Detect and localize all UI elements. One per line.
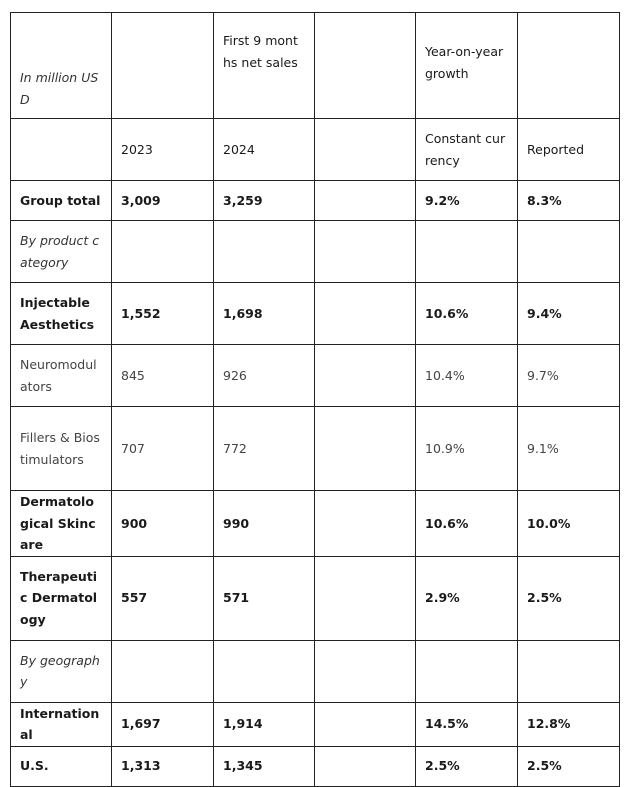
value-2024-cell: 3,259 [214,181,315,221]
value-2024-cell: 926 [214,345,315,407]
reported-cell: 8.3% [518,181,620,221]
row-label-cell: Dermatological Skincare [11,491,112,557]
table-body [11,181,620,787]
value-2023-cell: 1,313 [112,746,214,786]
constant-currency-cell [416,640,518,702]
constant-currency-header: Constant currency [416,119,518,181]
table-row [11,556,620,640]
reported-cell: 9.4% [518,283,620,345]
table-row [11,746,620,786]
reported-cell: 12.8% [518,702,620,746]
row-label-cell: U.S. [11,746,112,786]
value-2024-cell: 1,698 [214,283,315,345]
row-label-cell: Group total [11,181,112,221]
empty-cell [315,556,416,640]
constant-currency-cell: 10.4% [416,345,518,407]
header-empty-cell [315,13,416,119]
year-2024-header: 2024 [214,119,315,181]
header-empty-cell [518,13,620,119]
value-2023-cell: 557 [112,556,214,640]
empty-cell [315,702,416,746]
table-row [11,640,620,702]
value-2024-cell [214,221,315,283]
reported-cell: 10.0% [518,491,620,557]
empty-cell [315,746,416,786]
value-2023-cell: 3,009 [112,181,214,221]
table-row [11,407,620,491]
empty-cell [315,221,416,283]
empty-cell [315,181,416,221]
constant-currency-cell: 2.5% [416,746,518,786]
header-empty-cell [315,119,416,181]
empty-cell [315,407,416,491]
reported-cell: 9.1% [518,407,620,491]
empty-cell [315,345,416,407]
row-label-cell: Neuromodulators [11,345,112,407]
value-2023-cell: 1,552 [112,283,214,345]
value-2023-cell: 707 [112,407,214,491]
header-row-1 [11,13,620,119]
table-row [11,345,620,407]
constant-currency-cell: 10.6% [416,491,518,557]
empty-cell [315,640,416,702]
reported-cell: 9.7% [518,345,620,407]
value-2024-cell: 571 [214,556,315,640]
value-2024-cell: 772 [214,407,315,491]
row-label-cell: Injectable Aesthetics [11,283,112,345]
value-2023-cell: 1,697 [112,702,214,746]
growth-header: Year-on-year growth [416,13,518,119]
constant-currency-cell: 10.6% [416,283,518,345]
empty-cell [315,491,416,557]
reported-cell [518,640,620,702]
table-row [11,221,620,283]
value-2023-cell: 900 [112,491,214,557]
value-2023-cell [112,640,214,702]
table-row [11,702,620,746]
row-label-cell: Fillers & Biostimulators [11,407,112,491]
row-label-cell: Therapeutic Dermatology [11,556,112,640]
header-empty-cell [11,119,112,181]
value-2024-cell: 990 [214,491,315,557]
reported-cell: 2.5% [518,556,620,640]
reported-cell [518,221,620,283]
year-2023-header: 2023 [112,119,214,181]
header-row-2 [11,119,620,181]
reported-header: Reported [518,119,620,181]
value-2024-cell: 1,914 [214,702,315,746]
reported-cell: 2.5% [518,746,620,786]
constant-currency-cell [416,221,518,283]
constant-currency-cell: 14.5% [416,702,518,746]
table-row [11,283,620,345]
row-label-cell: By product category [11,221,112,283]
constant-currency-cell: 2.9% [416,556,518,640]
net-sales-table [10,12,620,787]
row-label-cell: International [11,702,112,746]
value-2023-cell: 845 [112,345,214,407]
row-label-cell: By geography [11,640,112,702]
empty-cell [315,283,416,345]
value-2024-cell: 1,345 [214,746,315,786]
constant-currency-cell: 9.2% [416,181,518,221]
constant-currency-cell: 10.9% [416,407,518,491]
table-row [11,491,620,557]
value-2023-cell [112,221,214,283]
value-2024-cell [214,640,315,702]
net-sales-header: First 9 months net sales [214,13,315,119]
unit-label: In million USD [11,13,112,119]
header-empty-cell [112,13,214,119]
table-row [11,181,620,221]
